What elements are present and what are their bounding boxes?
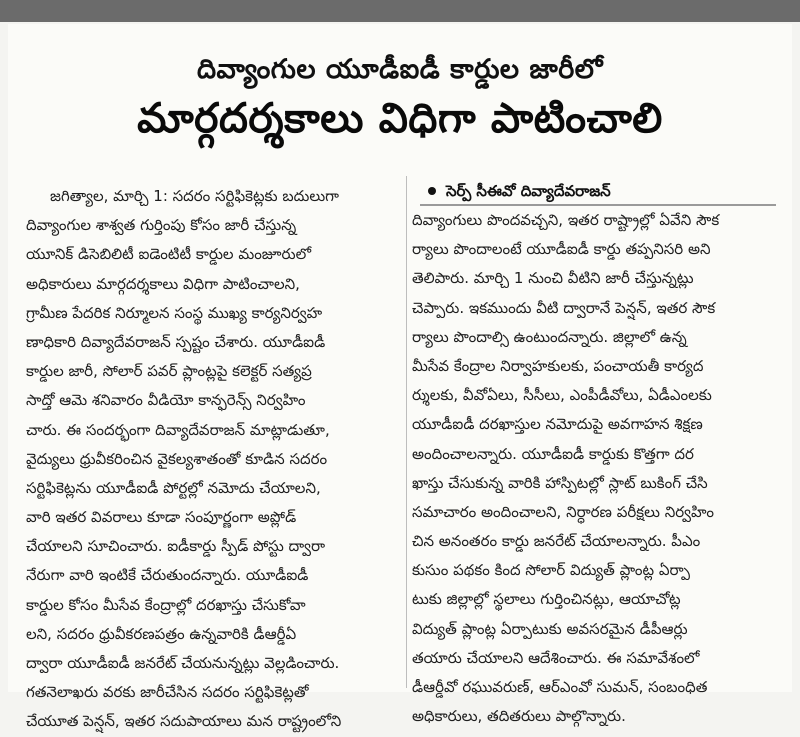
- text-line: గతనెలాఖరు వరకు జారీచేసిన సదరం సర్టిఫికెట్లతో: [26, 683, 309, 702]
- text-line: వారి ఇతర వివరాలు కూడా సంపూర్ణంగా అప్లోడ్: [26, 508, 297, 527]
- headline-top: దివ్యాంగుల యూడీఐడీ కార్డుల జారీలో: [196, 54, 604, 85]
- text-line: తెలిపారు. మార్చి 1 నుంచి వీటిని జారీ చేస్తున్నట్లు: [412, 269, 694, 288]
- text-line: చేయూత పెన్షన్, ఇతర సదుపాయాలు మన రాష్ట్రంలోని: [26, 712, 342, 731]
- text-line: టుకు జిల్లాల్లో స్థలాలు గుర్తించినట్లు, ఆయాచోట్ల: [412, 590, 681, 609]
- text-line: సమాచారం అందించాలని, నిర్ధారణ పరీక్షలు నిర్వహిం: [412, 502, 714, 521]
- text-line: నేరుగా వారి ఇంటికే చేరుతుందన్నారు. యూడీఐడీ: [26, 566, 309, 585]
- newspaper-clipping: [8, 24, 792, 731]
- text-line: వైద్యులు ధ్రువీకరించిన వైకల్యశాతంతో కూడిన సదరం: [26, 449, 328, 468]
- text-line: డీఆర్డీవో రఘువరుణ్, ఆర్ఎంవో సుమన్, సంబంధిత: [412, 678, 708, 696]
- top-bar: [0, 0, 800, 22]
- text-line: ఖాస్తు చేసుకున్న వారికి హాస్పిటల్లో స్లాట్ బుకింగ్ చేసి: [412, 473, 708, 492]
- subheading-text: సెర్ప్ సీఈవో దివ్యాదేవరాజన్: [446, 182, 611, 200]
- text-line: తయారు చేయాలని ఆదేశించారు. ఈ సమావేశంలో: [412, 648, 700, 667]
- subheading: [420, 178, 776, 206]
- text-line: కార్డుల కోసం మీసేవ కేంద్రాల్లో దరఖాస్తు చేసుకోవా: [26, 595, 306, 614]
- text-line: ర్యాలు పొందాల్సి ఉంటుందన్నారు. జిల్లాలో ఉన్న: [412, 327, 687, 346]
- text-line: సర్టిఫికెట్లను యూడీఐడీ పోర్టల్లో నమోదు చేయాలని,: [26, 478, 321, 497]
- headline-main: మార్గదర్శకాలు విధిగా పాటించాలి: [137, 94, 663, 142]
- text-line: అధికారులు మార్గదర్శకాలు విధిగా పాటించాలని,: [26, 274, 300, 293]
- text-line: కుసుం పథకం కింద సోలార్ విద్యుత్ ప్లాంట్ల ఏర్పా: [412, 561, 690, 580]
- text-line: ద్వారా యూడీఐడీ జనరేట్ చేయనున్నట్లు వెల్లడించారు.: [26, 654, 340, 672]
- text-line: అందించాలన్నారు. యూడీఐడీ కార్డుకు కొత్తగా దర: [412, 444, 694, 463]
- text-line: మీసేవ కేంద్రాల నిర్వాహకులకు, పంచాయతీ కార్యద: [412, 356, 704, 375]
- text-line: దివ్యాంగుల శాశ్వత గుర్తింపు కోసం జారీ చేస్తున్న: [26, 216, 297, 235]
- text-line: ర్యాలు పొందాలంటే యూడీఐడీ కార్డు తప్పనిసరి అని: [412, 240, 711, 259]
- text-line: యూడీఐడీ దరఖాస్తుల నమోదుపై అవగాహన శిక్షణ: [412, 415, 703, 434]
- bullet-icon: [428, 187, 436, 195]
- text-line: దివ్యాంగులు పొందవచ్చని, ఇతర రాష్ట్రాల్లో ఏవేని సౌక: [412, 211, 720, 229]
- text-line: అధికారులు, తదితరులు పాల్గొన్నారు.: [412, 707, 626, 726]
- text-line: చారు. ఈ సందర్భంగా దివ్యాదేవరాజన్ మాట్లాడుతూ,: [26, 420, 330, 439]
- text-line: గ్రామీణ పేదరిక నిర్మూలన సంస్థ ముఖ్య కార్యనిర్వహ: [26, 303, 323, 322]
- article-column-right: [412, 206, 784, 731]
- text-line: సాద్తో ఆమె శనివారం వీడియో కాన్ఫరెన్స్ నిర్వహిం: [26, 391, 306, 410]
- text-line: చెప్పారు. ఇకముందు వీటి ద్వారానే పెన్షన్, ఇతర సౌక: [412, 298, 716, 317]
- text-line: విద్యుత్ ప్లాంట్ల ఏర్పాటుకు అవసరమైన డీపీఆర్లు: [412, 619, 688, 638]
- text-line: ర్శులకు, వీవోఏలు, సీసీలు, ఎంపీడీవోలు, ఏడీఎంలకు: [412, 386, 712, 405]
- column-divider: [406, 176, 407, 688]
- text-line: చేయాలని సూచించారు. ఐడీకార్డు స్పీడ్ పోస్టు ద్వారా: [26, 537, 326, 556]
- text-line: లని, సదరం ధ్రువీకరణపత్రం ఉన్నవారికి డీఆర్డీఏ: [26, 624, 297, 643]
- text-line: జగిత్యాల, మార్చి 1: సదరం సర్టిఫికెట్లకు బదులుగా: [50, 187, 339, 205]
- text-line: ణాధికారి దివ్యాదేవరాజన్ స్పష్టం చేశారు. యూడీఐడీ: [26, 332, 326, 351]
- text-line: చిన అనంతరం కార్డు జనరేట్ చేయాలన్నారు. పీఎం: [412, 532, 701, 551]
- article-column-left: [26, 182, 398, 737]
- text-line: యూనిక్ డిసెబిలిటీ ఐడెంటిటీ కార్డుల మంజూరులో: [26, 245, 312, 264]
- text-line: కార్డుల జారీ, సోలార్ పవర్ ప్లాంట్లపై కలెక్టర్ సత్యప్ర: [26, 362, 312, 381]
